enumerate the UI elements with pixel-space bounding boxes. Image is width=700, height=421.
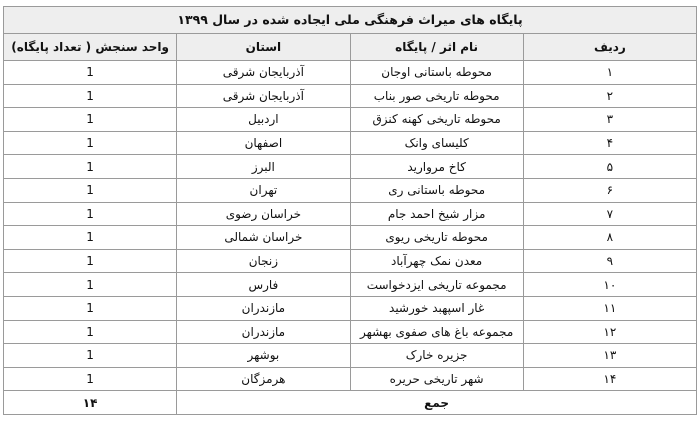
row-name: محوطه تاریخی صور بناب (350, 84, 523, 108)
row-name: مجموعه باغ های صفوی بهشهر (350, 320, 523, 344)
row-province: بوشهر (177, 344, 350, 368)
row-index: ۳ (523, 108, 696, 132)
row-name: محوطه باستانی اوجان (350, 61, 523, 85)
row-province: خراسان شمالی (177, 226, 350, 250)
row-index: ۹ (523, 249, 696, 273)
row-index: ۱ (523, 61, 696, 85)
row-name: شهر تاریخی حریره (350, 367, 523, 391)
row-province: زنجان (177, 249, 350, 273)
table-title: پایگاه های میراث فرهنگی ملی ایجاده شده در سال ۱۳۹۹ (4, 7, 697, 34)
row-unit: 1 (4, 320, 177, 344)
row-name: محوطه باستانی ری (350, 178, 523, 202)
row-name: کاخ مروارید (350, 155, 523, 179)
row-unit: 1 (4, 344, 177, 368)
row-province: البرز (177, 155, 350, 179)
table-row (4, 296, 697, 320)
row-index: ۷ (523, 202, 696, 226)
row-name: مزار شیخ احمد جام (350, 202, 523, 226)
row-index: ۱۰ (523, 273, 696, 297)
table-body (4, 61, 697, 391)
total-label: جمع (177, 391, 697, 415)
row-province: هرمزگان (177, 367, 350, 391)
row-index: ۱۲ (523, 320, 696, 344)
header-name: نام اثر / پایگاه (350, 34, 523, 61)
row-province: اردبیل (177, 108, 350, 132)
total-value: ۱۴ (4, 391, 177, 415)
row-name: محوطه تاریخی کهنه کنزق (350, 108, 523, 132)
row-index: ۲ (523, 84, 696, 108)
row-unit: 1 (4, 131, 177, 155)
header-unit: واحد سنجش ( تعداد پایگاه) (4, 34, 177, 61)
row-unit: 1 (4, 249, 177, 273)
total-row (4, 391, 697, 415)
table-row (4, 344, 697, 368)
table-title-row (4, 7, 697, 34)
heritage-table-container (3, 6, 697, 415)
row-name: غار اسپهبد خورشید (350, 296, 523, 320)
table-row (4, 131, 697, 155)
row-name: کلیسای وانک (350, 131, 523, 155)
row-unit: 1 (4, 202, 177, 226)
row-province: خراسان رضوی (177, 202, 350, 226)
table-row (4, 249, 697, 273)
row-index: ۱۳ (523, 344, 696, 368)
row-province: اصفهان (177, 131, 350, 155)
heritage-sites-table (3, 6, 697, 415)
table-row (4, 367, 697, 391)
row-unit: 1 (4, 178, 177, 202)
row-unit: 1 (4, 108, 177, 132)
row-province: مازندران (177, 320, 350, 344)
header-index: ردیف (523, 34, 696, 61)
table-row (4, 226, 697, 250)
row-index: ۴ (523, 131, 696, 155)
row-index: ۱۴ (523, 367, 696, 391)
table-row (4, 155, 697, 179)
row-index: ۵ (523, 155, 696, 179)
header-province: استان (177, 34, 350, 61)
row-unit: 1 (4, 84, 177, 108)
table-row (4, 273, 697, 297)
row-unit: 1 (4, 367, 177, 391)
row-province: تهران (177, 178, 350, 202)
row-unit: 1 (4, 273, 177, 297)
row-unit: 1 (4, 61, 177, 85)
row-name: مجموعه تاریخی ایزدخواست (350, 273, 523, 297)
row-index: ۱۱ (523, 296, 696, 320)
row-province: مازندران (177, 296, 350, 320)
row-index: ۸ (523, 226, 696, 250)
table-row (4, 202, 697, 226)
table-row (4, 320, 697, 344)
row-province: آذربایجان شرقی (177, 84, 350, 108)
table-header-row (4, 34, 697, 61)
row-name: جزیره خارک (350, 344, 523, 368)
table-row (4, 178, 697, 202)
row-province: فارس (177, 273, 350, 297)
row-unit: 1 (4, 296, 177, 320)
row-province: آذربایجان شرقی (177, 61, 350, 85)
row-index: ۶ (523, 178, 696, 202)
row-name: معدن نمک چهرآباد (350, 249, 523, 273)
table-row (4, 61, 697, 85)
row-unit: 1 (4, 226, 177, 250)
row-unit: 1 (4, 155, 177, 179)
table-row (4, 108, 697, 132)
row-name: محوطه تاریخی ریوی (350, 226, 523, 250)
table-row (4, 84, 697, 108)
